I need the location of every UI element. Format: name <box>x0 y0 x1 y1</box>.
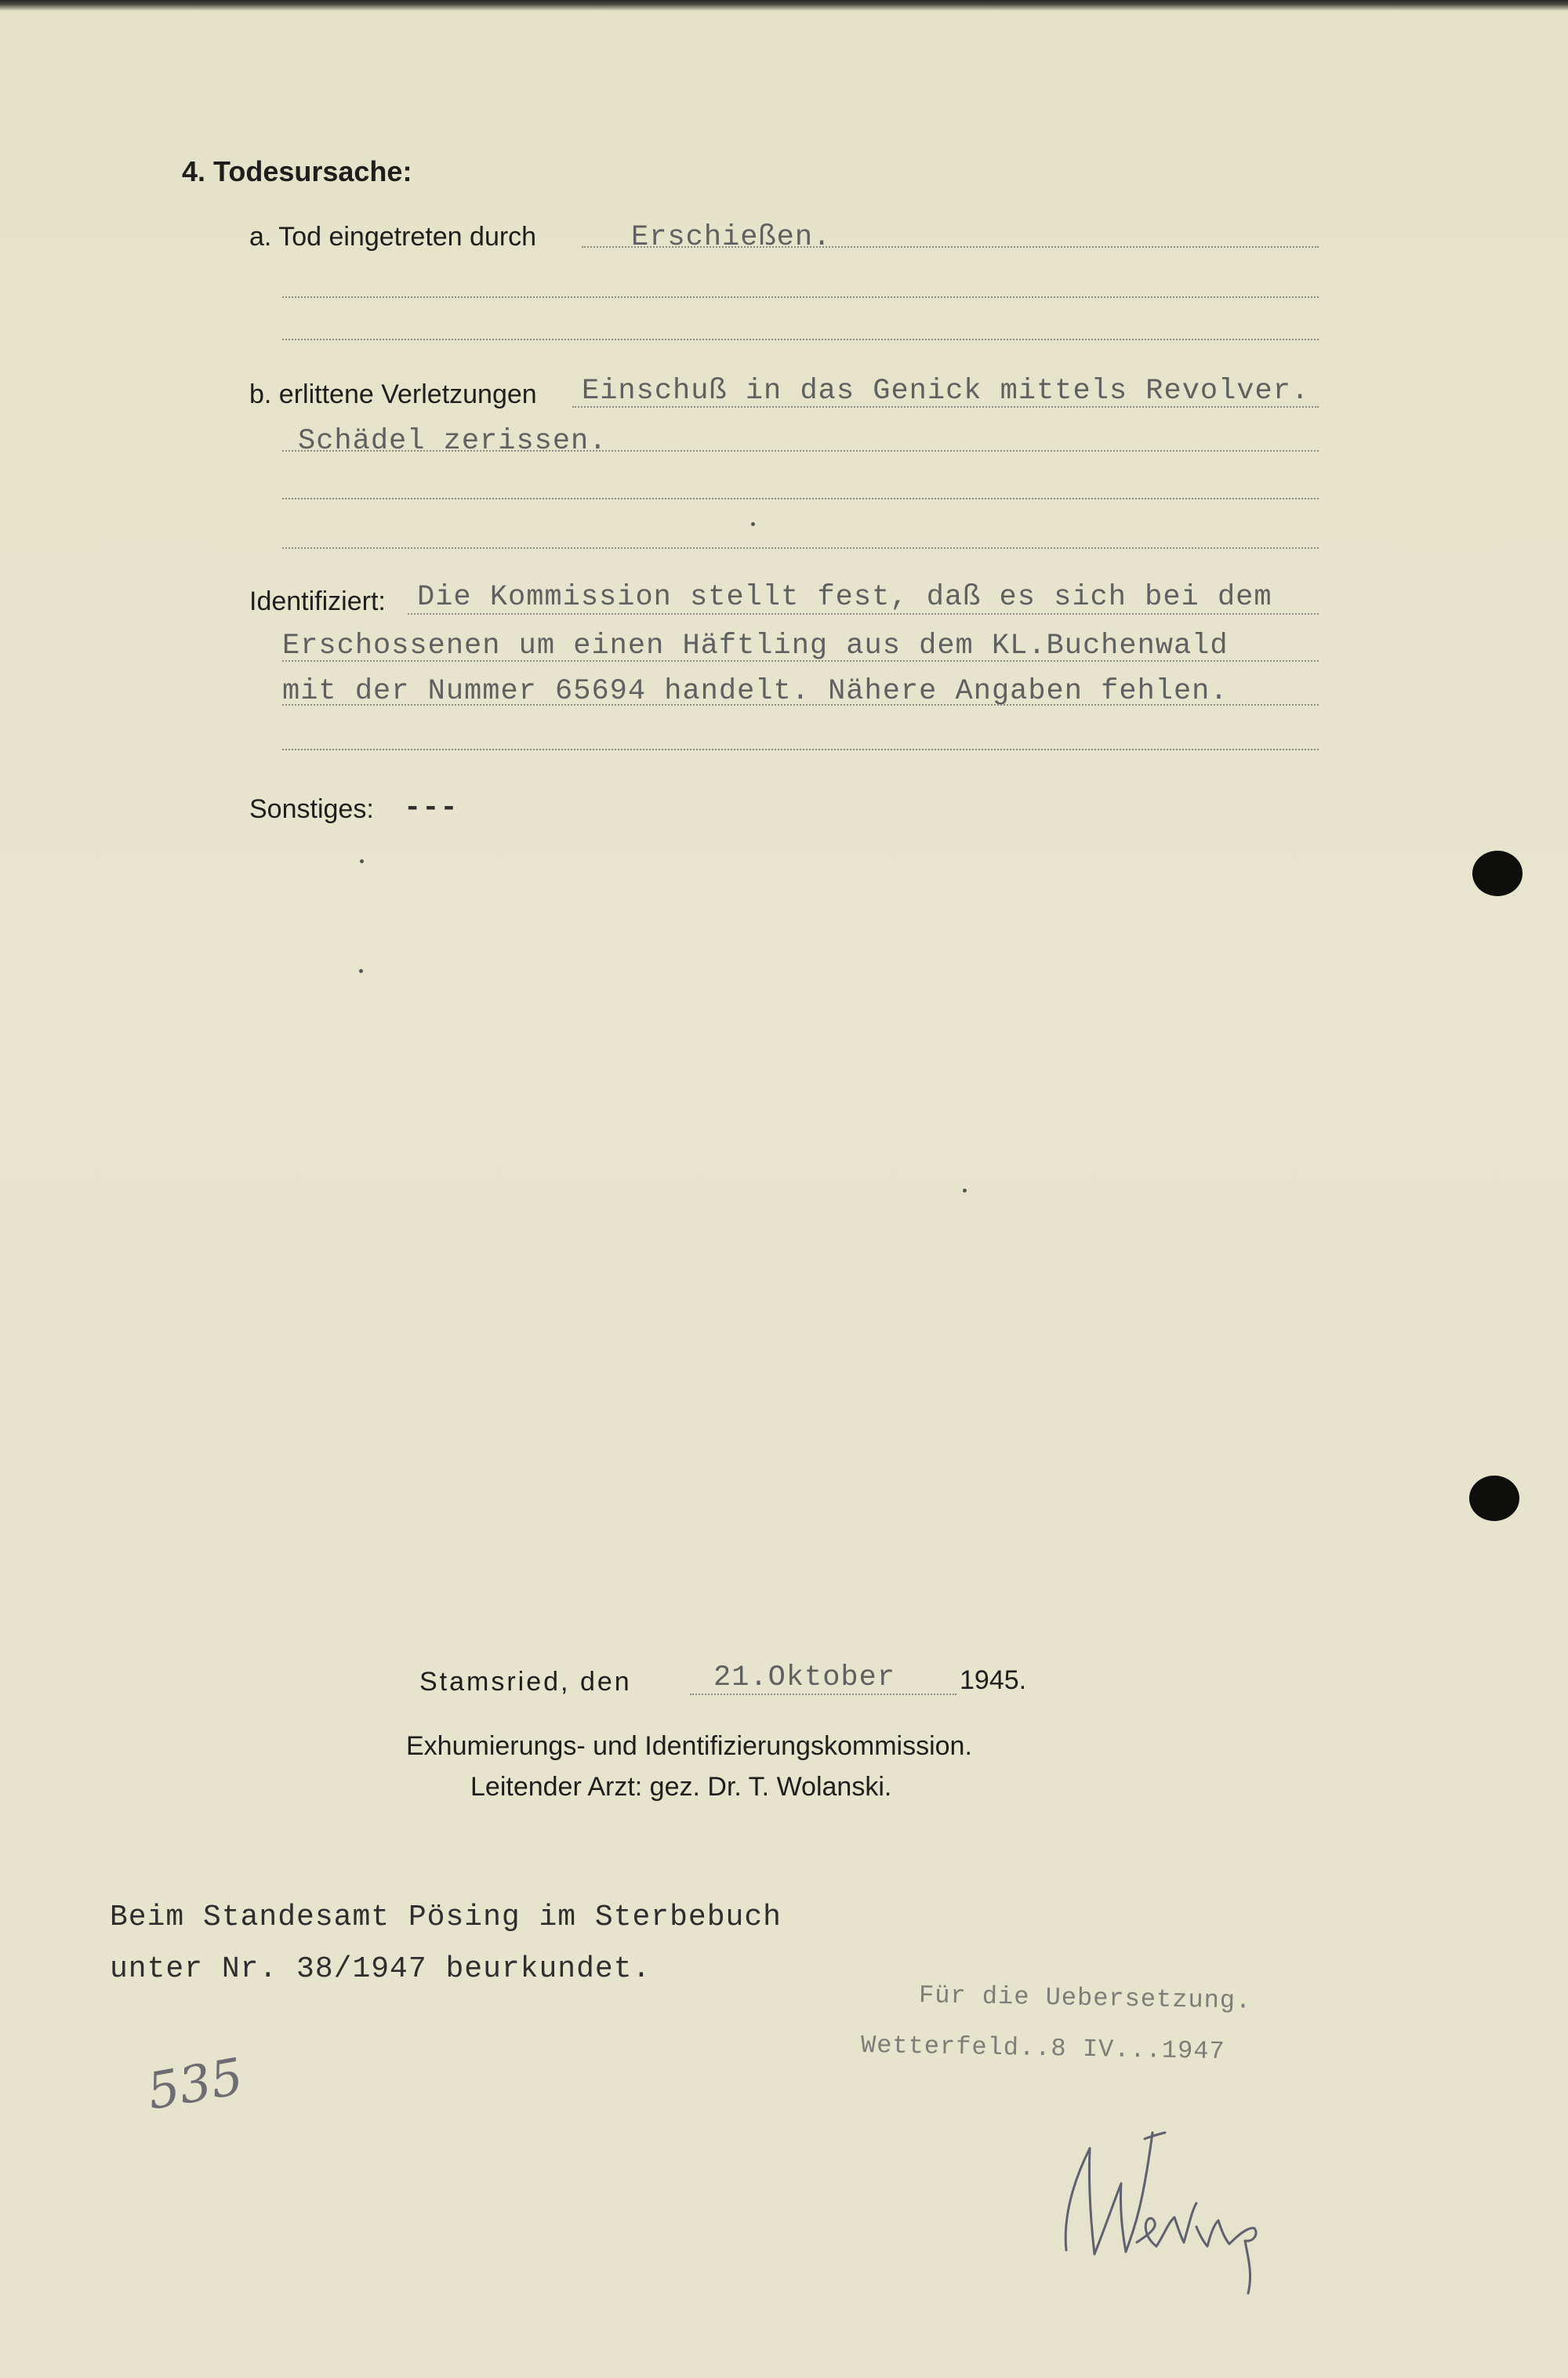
identified-line2: Erschossenen um einen Häftling aus dem KL.Buchenwald <box>282 630 1229 663</box>
year-value: 1945. <box>960 1665 1027 1695</box>
handwritten-signature <box>1043 2117 1301 2305</box>
date-value: 21.Oktober <box>713 1661 896 1694</box>
commission-name: Exhumierungs- und Identifizierungskommission. <box>406 1731 972 1761</box>
injuries-label: b. erlittene Verletzungen <box>249 379 537 409</box>
paper-speck <box>751 522 755 526</box>
translation-stamp-line1: Für die Uebersetzung. <box>918 1980 1252 2016</box>
cause-of-death-label: a. Tod eingetreten durch <box>249 222 537 252</box>
registry-line1: Beim Standesamt Pösing im Sterbebuch <box>110 1901 782 1934</box>
section-heading: 4. Todesursache: <box>182 155 412 187</box>
punch-hole <box>1469 1476 1519 1521</box>
injuries-value-line2: Schädel zerissen. <box>298 425 608 458</box>
identified-label: Identifiziert: <box>249 586 386 616</box>
doctor-line: Leitender Arzt: gez. Dr. T. Wolanski. <box>470 1772 892 1802</box>
paper-speck <box>360 859 364 863</box>
paper-speck <box>359 969 363 973</box>
scan-edge-shadow <box>0 0 1568 11</box>
translation-stamp-line2: Wetterfeld..8 IV...1947 <box>860 2030 1225 2067</box>
identified-line3: mit der Nummer 65694 handelt. Nähere Angaben fehlen. <box>282 675 1229 708</box>
dotted-line <box>282 498 1319 499</box>
dotted-line <box>282 339 1319 340</box>
identified-line1: Die Kommission stellt fest, daß es sich bei dem <box>417 581 1272 614</box>
registry-line2: unter Nr. 38/1947 beurkundet. <box>110 1952 652 1986</box>
punch-hole <box>1472 851 1523 896</box>
dotted-line <box>282 547 1319 549</box>
place-label: Stamsried, den <box>419 1667 632 1697</box>
paper-speck <box>963 1189 967 1193</box>
dotted-line <box>282 296 1319 298</box>
injuries-value-line1: Einschuß in das Genick mittels Revolver. <box>582 375 1310 408</box>
cause-of-death-value: Erschießen. <box>631 221 832 254</box>
other-value: --- <box>404 792 459 825</box>
other-label: Sonstiges: <box>249 794 374 824</box>
pencil-annotation: 535 <box>143 2047 248 2122</box>
dotted-line <box>282 749 1319 750</box>
